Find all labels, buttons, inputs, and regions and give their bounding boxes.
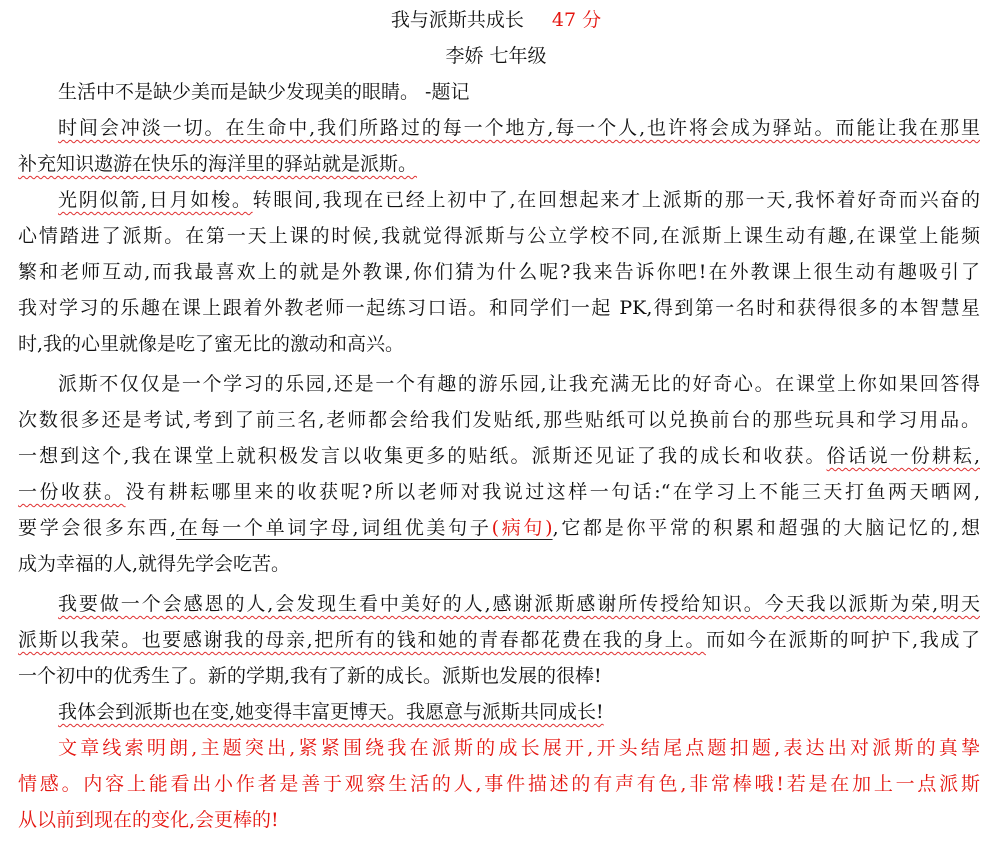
text-line	[58, 110, 980, 146]
text-line	[18, 474, 980, 510]
text-span: ,它都是你平常的积累和超强的大脑记忆的,想	[552, 517, 980, 539]
text-line: 心情踏进了派斯。在第一天上课的时候,我就觉得派斯与公立学校不同,在派斯上课生动有趣,在课堂上能频	[18, 225, 980, 247]
text-line	[18, 510, 980, 546]
text-line: 次数很多还是考试,考到了前三名,老师都会给我们发贴纸,那些贴纸可以兑换前台的那些玩具和学习用品。	[18, 409, 980, 431]
comment-line: 情感。内容上能看出小作者是善于观察生活的人,事件描述的有声有色,非常棒哦!若是在加上一点派斯	[18, 773, 980, 795]
underlined-text: 一份收获。	[18, 481, 126, 503]
text-span: 没有耕耘哪里来的收获呢?所以老师对我说过这样一句话:“在学习上不能三天打鱼两天晒网,	[125, 481, 980, 503]
text-line: 时,我的心里就像是吃了蜜无比的激动和高兴。	[18, 333, 405, 355]
underlined-text: 在每一个单词字母,词组优美句子	[176, 517, 492, 539]
text-line	[58, 586, 980, 622]
comment-line: 文章线索明朗,主题突出,紧紧围绕我在派斯的成长展开,开头结尾点题扣题,表达出对派斯的真挚	[58, 737, 980, 759]
text-line: 一个初中的优秀生了。新的学期,我有了新的成长。派斯也发展的很棒!	[18, 665, 602, 687]
underlined-text: 时间会冲淡一切。在生命中,我们所路过的每一个地方,每一个人,也许将会成为驿站。而能让我在那里	[58, 117, 980, 139]
author-line: 李娇 七年级	[445, 45, 547, 67]
text-line	[58, 182, 980, 218]
text-span: 而如今在派斯的呵护下,我成了	[705, 629, 980, 651]
underlined-text: 派斯以我荣。也要感谢我的母亲,把所有的钱和她的青春都花费在我的身上。	[18, 629, 706, 651]
text-line	[18, 622, 980, 658]
underlined-text: 光阴似箭,日月如梭。	[58, 189, 253, 211]
essay-title: 我与派斯共成长	[390, 9, 524, 31]
underlined-text: 俗话说一份耕耘,	[826, 445, 980, 467]
text-line: 我对学习的乐趣在课上跟着外教老师一起练习口语。和同学们一起 PK,得到第一名时和获得很多的本智慧星	[18, 297, 980, 319]
text-line: 成为幸福的人,就得先学会吃苦。	[18, 553, 291, 575]
text-span: 转眼间,我现在已经上初中了,在回想起来才上派斯的那一天,我怀着好奇而兴奋的	[252, 189, 981, 211]
text-span: 要学会很多东西,	[18, 517, 177, 539]
text-span: 一想到这个,我在课堂上就积极发言以收集更多的贴纸。派斯还见证了我的成长和收获。	[18, 445, 827, 467]
epigraph: 生活中不是缺少美而是缺少发现美的眼睛。 -题记	[58, 81, 470, 103]
underlined-text: 补充知识遨游在快乐的海洋里的驿站就是派斯。	[18, 153, 418, 175]
text-line	[18, 438, 980, 474]
text-line	[18, 146, 980, 182]
title-line	[0, 2, 992, 38]
text-line: 派斯不仅仅是一个学习的乐园,还是一个有趣的游乐园,让我充满无比的好奇心。在课堂上你如果回答得	[58, 373, 980, 395]
underlined-text: 我体会到派斯也在变,她变得丰富更博天。我愿意与派斯共同成长!	[58, 701, 604, 723]
text-line	[58, 694, 980, 730]
score-mark: 47 分	[551, 9, 602, 31]
text-line: 繁和老师互动,而我最喜欢上的就是外教课,你们猜为什么呢?我来告诉你吧!在外教课上很生动有趣吸引了	[18, 261, 980, 283]
comment-line: 从以前到现在的变化,会更棒的!	[18, 809, 279, 831]
underlined-text: 我要做一个会感恩的人,会发现生看中美好的人,感谢派斯感谢所传授给知识。今天我以派斯为荣,明天	[58, 593, 980, 615]
correction-mark: (病句)	[491, 517, 553, 539]
